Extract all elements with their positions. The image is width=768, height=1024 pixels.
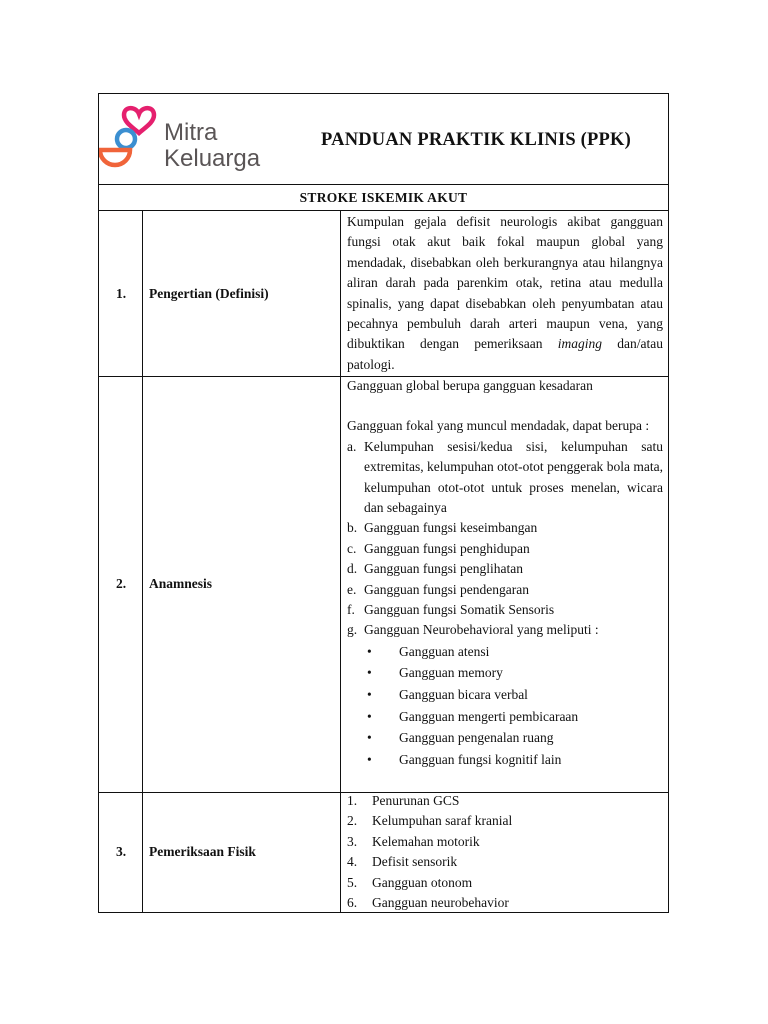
bullet-item (347, 684, 663, 706)
bullet-icon: • (367, 708, 372, 724)
definition-main: Kumpulan gejala defisit neurologis akibat gangguan fungsi otak akut baik fokal maupun global yang mendadak, disebabkan oleh berkurangnya atau hilangnya aliran darah pada parenkim otak, retina atau medulla spinalis, yang dapat disebabkan oleh penyumbatan atau pecahnya pembuluh darah arteri maupun vena, yang dibuktikan dengan pemeriksaan (347, 214, 663, 352)
definition-tail: dan/atau patologi. (347, 336, 664, 372)
definition-text (347, 212, 663, 375)
document-title: PANDUAN PRAKTIK KLINIS (PPK) (321, 130, 631, 150)
bullet-text: Gangguan atensi (399, 643, 490, 659)
list-item (347, 873, 663, 893)
row-number: 2. (115, 576, 127, 591)
row-number: 1. (115, 286, 127, 301)
divider (99, 184, 668, 185)
list-marker: e. (347, 581, 357, 597)
bullet-text: Gangguan mengerti pembicaraan (399, 708, 579, 724)
list-marker: 6. (347, 895, 358, 911)
bullet-item (347, 641, 663, 663)
list-item-text: Gangguan otonom (372, 874, 473, 890)
definition-italic: imaging (557, 336, 603, 352)
bullet-item (347, 727, 663, 749)
list-item (347, 811, 663, 831)
list-item-text: Gangguan fungsi Somatik Sensoris (364, 602, 555, 618)
bullet-icon: • (367, 643, 372, 659)
list-item (347, 791, 663, 811)
bullet-item (347, 749, 663, 771)
list-item (347, 559, 663, 579)
bullet-text: Gangguan bicara verbal (399, 687, 528, 703)
bullet-item (347, 706, 663, 728)
anamnesis-intro-2: Gangguan fokal yang muncul mendadak, dapat berupa : (347, 418, 650, 434)
list-item (347, 539, 663, 559)
list-marker: a. (347, 438, 357, 454)
ppk-document (98, 93, 669, 913)
physical-exam-content (347, 791, 663, 913)
bullet-text: Gangguan pengenalan ruang (399, 730, 554, 746)
column-divider (340, 210, 341, 913)
list-item (347, 600, 663, 620)
divider (99, 210, 668, 211)
list-item (347, 893, 663, 913)
list-marker: 5. (347, 874, 358, 890)
bullet-icon: • (367, 665, 372, 681)
row-label: Pemeriksaan Fisik (149, 844, 256, 859)
bullet-icon: • (367, 730, 372, 746)
bullet-item (347, 662, 663, 684)
list-item-text: Defisit sensorik (372, 854, 458, 870)
row-number: 3. (115, 844, 127, 859)
list-item-text: Gangguan fungsi pendengaran (364, 581, 529, 597)
list-item (347, 852, 663, 872)
list-item-text: Gangguan neurobehavior (372, 895, 509, 911)
list-item-text: Gangguan fungsi penglihatan (364, 561, 523, 577)
list-marker: d. (347, 561, 358, 577)
document-header (99, 94, 668, 184)
list-item (347, 580, 663, 600)
bullet-text: Gangguan fungsi kognitif lain (399, 751, 562, 767)
mitra-keluarga-logo-icon (99, 102, 169, 182)
list-marker: c. (347, 540, 357, 556)
column-divider (142, 210, 143, 913)
list-item (347, 518, 663, 538)
list-item (347, 832, 663, 852)
list-marker: 4. (347, 854, 358, 870)
list-item-text: Gangguan fungsi penghidupan (364, 540, 530, 556)
list-item-text: Penurunan GCS (372, 793, 460, 808)
definition-paragraph (347, 212, 663, 375)
list-marker: g. (347, 622, 358, 638)
list-marker: 3. (347, 833, 358, 849)
list-item-text: Kelemahan motorik (372, 833, 480, 849)
row-label: Anamnesis (149, 576, 213, 591)
list-item-text: Gangguan Neurobehavioral yang meliputi : (364, 622, 599, 638)
logo-line-1: Mitra (164, 119, 218, 146)
logo-wordmark (164, 120, 260, 172)
anamnesis-content (347, 376, 663, 770)
mitra-keluarga-logo (99, 102, 279, 182)
logo-line-2: Keluarga (164, 145, 261, 172)
list-marker: 1. (347, 793, 358, 808)
anamnesis-intro-1: Gangguan global berupa gangguan kesadaran (347, 378, 593, 393)
bullet-icon: • (367, 751, 372, 767)
bullet-icon: • (367, 687, 372, 703)
list-marker: b. (347, 520, 358, 536)
list-item (347, 620, 663, 640)
list-marker: f. (347, 602, 355, 618)
section-title: STROKE ISKEMIK AKUT (299, 190, 468, 205)
list-item (347, 437, 663, 519)
bullet-text: Gangguan memory (399, 665, 503, 681)
list-item-text: Kelumpuhan sesisi/kedua sisi, kelumpuhan satu extremitas, kelumpuhan otot-otot penggerak bola mata, kelumpuhan otot-otot untuk proses menelan, wicara dan sebagainya (364, 438, 663, 516)
list-item-text: Kelumpuhan saraf kranial (372, 813, 513, 829)
row-label: Pengertian (Definisi) (149, 286, 269, 301)
list-marker: 2. (347, 813, 358, 829)
list-item-text: Gangguan fungsi keseimbangan (364, 520, 538, 536)
